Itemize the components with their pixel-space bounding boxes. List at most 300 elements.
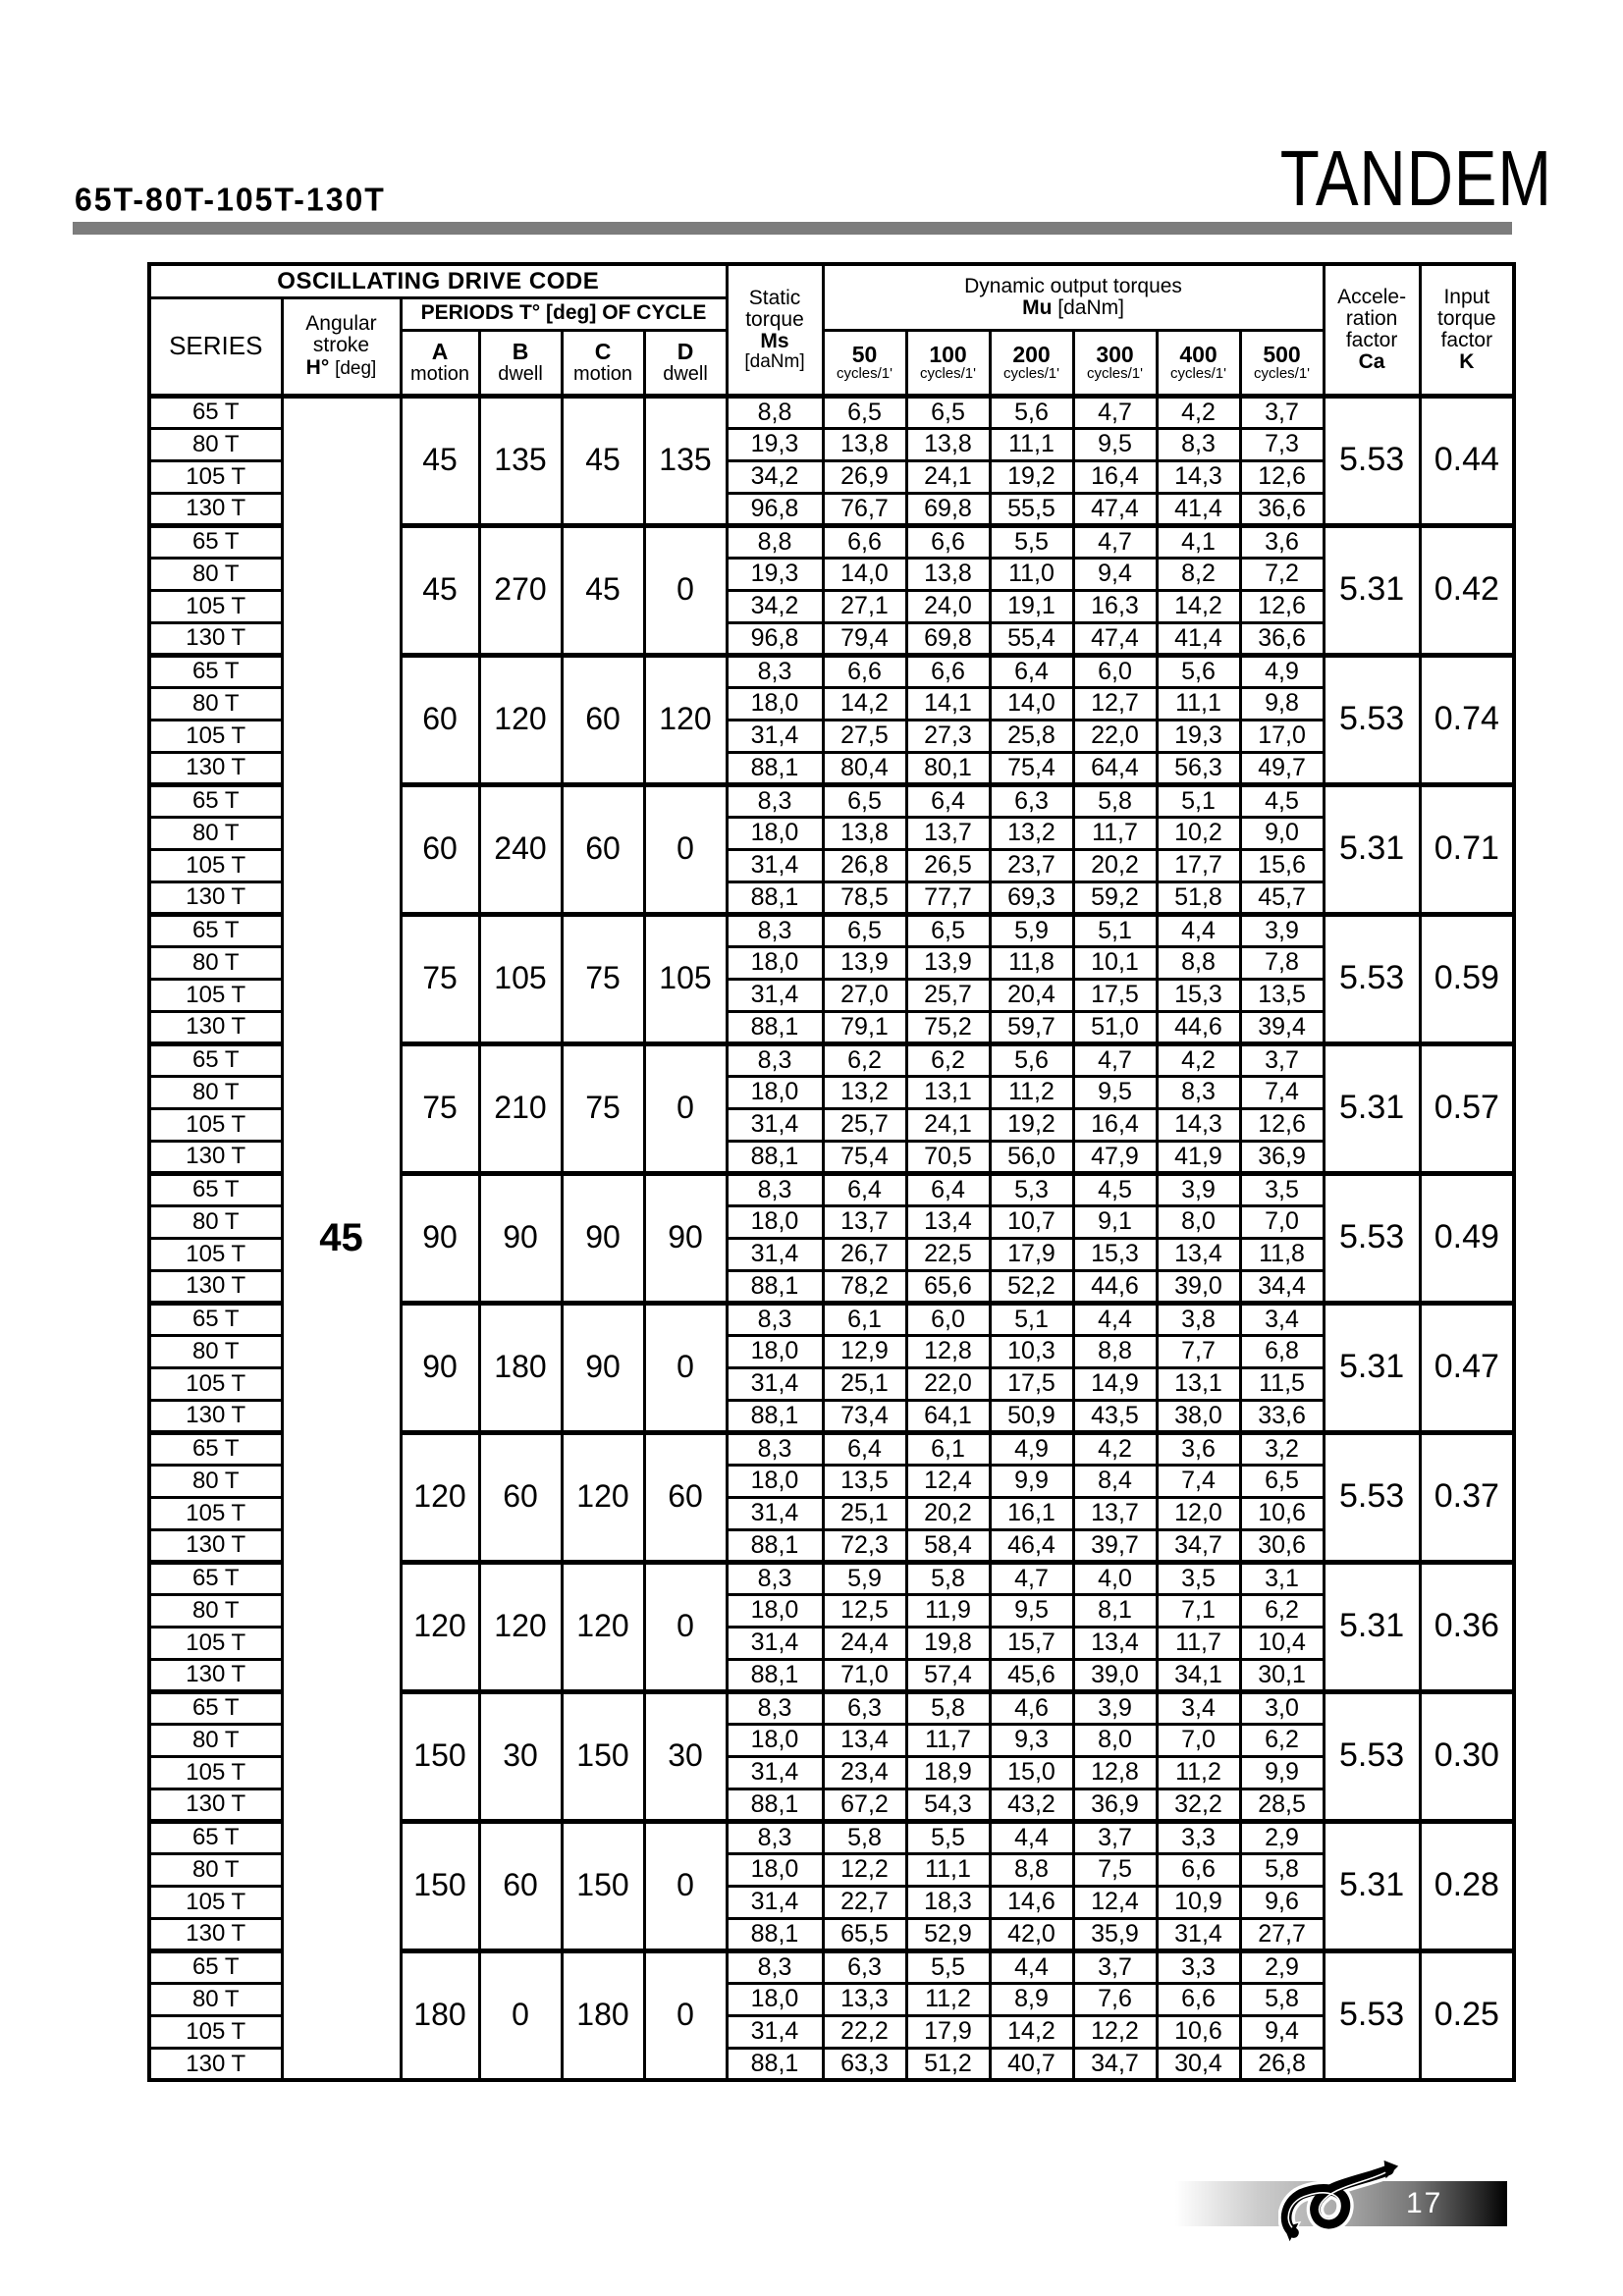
mu-value-500-cycles: 7,0 bbox=[1240, 1205, 1324, 1238]
mu-value-500-cycles: 10,4 bbox=[1240, 1627, 1324, 1659]
mu-value-300-cycles: 8,0 bbox=[1073, 1724, 1157, 1756]
mu-value-400-cycles: 13,4 bbox=[1157, 1238, 1240, 1270]
mu-value-100-cycles: 24,0 bbox=[906, 590, 990, 622]
period-d-value: 0 bbox=[644, 784, 727, 914]
mu-value-200-cycles: 59,7 bbox=[990, 1011, 1073, 1043]
mu-value-300-cycles: 12,8 bbox=[1073, 1756, 1157, 1789]
static-torque-ms-value: 88,1 bbox=[727, 1659, 823, 1691]
mu-value-200-cycles: 19,2 bbox=[990, 1108, 1073, 1141]
mu-value-400-cycles: 7,0 bbox=[1157, 1724, 1240, 1756]
mu-value-50-cycles: 6,4 bbox=[823, 1173, 906, 1205]
mu-value-300-cycles: 4,7 bbox=[1073, 396, 1157, 428]
period-d-value: 135 bbox=[644, 396, 727, 525]
mu-value-200-cycles: 6,3 bbox=[990, 784, 1073, 817]
static-torque-ms-value: 18,0 bbox=[727, 1594, 823, 1627]
header-cycles-100: 100 cycles/1' bbox=[906, 330, 990, 396]
period-d-value: 0 bbox=[644, 1043, 727, 1173]
mu-value-300-cycles: 12,2 bbox=[1073, 2015, 1157, 2048]
acceleration-factor-ca-value: 5.53 bbox=[1324, 1691, 1420, 1821]
mu-value-100-cycles: 77,7 bbox=[906, 881, 990, 914]
mu-value-500-cycles: 30,1 bbox=[1240, 1659, 1324, 1691]
mu-value-200-cycles: 17,9 bbox=[990, 1238, 1073, 1270]
mu-value-100-cycles: 17,9 bbox=[906, 2015, 990, 2048]
mu-value-50-cycles: 26,9 bbox=[823, 460, 906, 493]
mu-value-300-cycles: 8,8 bbox=[1073, 1335, 1157, 1367]
mu-value-200-cycles: 17,5 bbox=[990, 1367, 1073, 1400]
mu-value-300-cycles: 16,4 bbox=[1073, 1108, 1157, 1141]
mu-value-200-cycles: 40,7 bbox=[990, 2048, 1073, 2080]
static-torque-ms-value: 8,3 bbox=[727, 1950, 823, 1983]
mu-value-400-cycles: 6,6 bbox=[1157, 1983, 1240, 2015]
period-d-value: 0 bbox=[644, 1821, 727, 1950]
mu-value-100-cycles: 6,4 bbox=[906, 1173, 990, 1205]
header-cycles-200: 200 cycles/1' bbox=[990, 330, 1073, 396]
input-torque-factor-k-value: 0.74 bbox=[1420, 655, 1514, 784]
mu-value-300-cycles: 39,7 bbox=[1073, 1529, 1157, 1562]
static-torque-ms-value: 18,0 bbox=[727, 1205, 823, 1238]
static-torque-ms-value: 18,0 bbox=[727, 687, 823, 720]
mu-value-300-cycles: 12,4 bbox=[1073, 1886, 1157, 1918]
mu-value-400-cycles: 11,7 bbox=[1157, 1627, 1240, 1659]
series-cell: 65 T bbox=[149, 1303, 282, 1335]
period-b-value: 30 bbox=[479, 1691, 562, 1821]
period-c-value: 45 bbox=[562, 525, 644, 655]
mu-value-400-cycles: 3,6 bbox=[1157, 1432, 1240, 1465]
mu-value-50-cycles: 12,9 bbox=[823, 1335, 906, 1367]
mu-value-200-cycles: 11,8 bbox=[990, 946, 1073, 979]
static-torque-ms-value: 88,1 bbox=[727, 1789, 823, 1821]
mu-value-50-cycles: 76,7 bbox=[823, 493, 906, 525]
mu-value-200-cycles: 50,9 bbox=[990, 1400, 1073, 1432]
static-torque-ms-value: 18,0 bbox=[727, 817, 823, 849]
series-cell: 105 T bbox=[149, 1756, 282, 1789]
series-cell: 65 T bbox=[149, 784, 282, 817]
static-torque-ms-value: 34,2 bbox=[727, 460, 823, 493]
acceleration-factor-ca-value: 5.31 bbox=[1324, 784, 1420, 914]
acceleration-factor-ca-value: 5.53 bbox=[1324, 914, 1420, 1043]
series-cell: 65 T bbox=[149, 525, 282, 558]
series-cell: 130 T bbox=[149, 1789, 282, 1821]
mu-value-100-cycles: 69,8 bbox=[906, 493, 990, 525]
mu-value-400-cycles: 10,6 bbox=[1157, 2015, 1240, 2048]
page-number: 17 bbox=[1406, 2187, 1443, 2219]
mu-value-50-cycles: 13,2 bbox=[823, 1076, 906, 1108]
period-d-value: 90 bbox=[644, 1173, 727, 1303]
brand-wordmark: TANDEM bbox=[1279, 134, 1552, 222]
mu-value-50-cycles: 6,5 bbox=[823, 914, 906, 946]
mu-value-500-cycles: 39,4 bbox=[1240, 1011, 1324, 1043]
mu-value-200-cycles: 5,1 bbox=[990, 1303, 1073, 1335]
series-cell: 80 T bbox=[149, 1594, 282, 1627]
period-a-value: 90 bbox=[401, 1303, 479, 1432]
period-b-value: 135 bbox=[479, 396, 562, 525]
mu-value-400-cycles: 3,4 bbox=[1157, 1691, 1240, 1724]
series-cell: 65 T bbox=[149, 1562, 282, 1594]
mu-value-500-cycles: 12,6 bbox=[1240, 590, 1324, 622]
mu-value-500-cycles: 36,6 bbox=[1240, 622, 1324, 655]
mu-value-100-cycles: 57,4 bbox=[906, 1659, 990, 1691]
period-b-value: 0 bbox=[479, 1950, 562, 2080]
static-torque-ms-value: 96,8 bbox=[727, 622, 823, 655]
mu-value-400-cycles: 7,7 bbox=[1157, 1335, 1240, 1367]
series-cell: 65 T bbox=[149, 1950, 282, 1983]
static-torque-ms-value: 8,3 bbox=[727, 1821, 823, 1853]
static-torque-ms-value: 31,4 bbox=[727, 1497, 823, 1529]
table-body bbox=[149, 396, 1514, 2080]
period-a-value: 75 bbox=[401, 914, 479, 1043]
mu-value-200-cycles: 4,9 bbox=[990, 1432, 1073, 1465]
static-torque-ms-value: 8,8 bbox=[727, 396, 823, 428]
mu-value-300-cycles: 9,5 bbox=[1073, 1076, 1157, 1108]
mu-value-300-cycles: 51,0 bbox=[1073, 1011, 1157, 1043]
mu-value-300-cycles: 4,7 bbox=[1073, 1043, 1157, 1076]
mu-value-200-cycles: 56,0 bbox=[990, 1141, 1073, 1173]
period-a-value: 120 bbox=[401, 1432, 479, 1562]
period-b-value: 240 bbox=[479, 784, 562, 914]
series-cell: 130 T bbox=[149, 881, 282, 914]
mu-value-100-cycles: 6,4 bbox=[906, 784, 990, 817]
header-periods-of-cycle: PERIODS T° [deg] OF CYCLE bbox=[401, 297, 727, 330]
acceleration-factor-ca-value: 5.31 bbox=[1324, 525, 1420, 655]
mu-value-200-cycles: 14,6 bbox=[990, 1886, 1073, 1918]
mu-value-300-cycles: 36,9 bbox=[1073, 1789, 1157, 1821]
series-cell: 80 T bbox=[149, 687, 282, 720]
mu-value-400-cycles: 44,6 bbox=[1157, 1011, 1240, 1043]
header-cycles-400: 400 cycles/1' bbox=[1157, 330, 1240, 396]
mu-value-100-cycles: 27,3 bbox=[906, 720, 990, 752]
mu-value-200-cycles: 55,4 bbox=[990, 622, 1073, 655]
mu-value-400-cycles: 56,3 bbox=[1157, 752, 1240, 784]
mu-value-50-cycles: 13,3 bbox=[823, 1983, 906, 2015]
static-torque-ms-value: 88,1 bbox=[727, 752, 823, 784]
acceleration-factor-ca-value: 5.53 bbox=[1324, 1950, 1420, 2080]
mu-value-500-cycles: 6,2 bbox=[1240, 1594, 1324, 1627]
mu-value-300-cycles: 16,3 bbox=[1073, 590, 1157, 622]
mu-value-50-cycles: 13,5 bbox=[823, 1465, 906, 1497]
mu-value-300-cycles: 8,4 bbox=[1073, 1465, 1157, 1497]
title-divider bbox=[73, 222, 1512, 235]
period-c-value: 45 bbox=[562, 396, 644, 525]
static-torque-ms-value: 8,3 bbox=[727, 655, 823, 687]
mu-value-100-cycles: 5,5 bbox=[906, 1950, 990, 1983]
mu-value-200-cycles: 5,6 bbox=[990, 1043, 1073, 1076]
mu-value-50-cycles: 6,6 bbox=[823, 525, 906, 558]
input-torque-factor-k-value: 0.28 bbox=[1420, 1821, 1514, 1950]
static-torque-ms-value: 96,8 bbox=[727, 493, 823, 525]
mu-value-400-cycles: 32,2 bbox=[1157, 1789, 1240, 1821]
series-cell: 130 T bbox=[149, 752, 282, 784]
mu-value-50-cycles: 6,5 bbox=[823, 396, 906, 428]
mu-value-500-cycles: 11,5 bbox=[1240, 1367, 1324, 1400]
mu-value-50-cycles: 25,1 bbox=[823, 1367, 906, 1400]
input-torque-factor-k-value: 0.44 bbox=[1420, 396, 1514, 525]
mu-value-500-cycles: 9,8 bbox=[1240, 687, 1324, 720]
mu-value-200-cycles: 15,0 bbox=[990, 1756, 1073, 1789]
mu-value-50-cycles: 13,8 bbox=[823, 428, 906, 460]
mu-value-300-cycles: 5,8 bbox=[1073, 784, 1157, 817]
mu-value-300-cycles: 14,9 bbox=[1073, 1367, 1157, 1400]
series-cell: 130 T bbox=[149, 1011, 282, 1043]
series-cell: 65 T bbox=[149, 1043, 282, 1076]
mu-value-300-cycles: 47,4 bbox=[1073, 622, 1157, 655]
mu-value-200-cycles: 5,5 bbox=[990, 525, 1073, 558]
mu-value-50-cycles: 71,0 bbox=[823, 1659, 906, 1691]
static-torque-ms-value: 31,4 bbox=[727, 1238, 823, 1270]
mu-value-100-cycles: 75,2 bbox=[906, 1011, 990, 1043]
mu-value-400-cycles: 3,9 bbox=[1157, 1173, 1240, 1205]
mu-value-200-cycles: 4,4 bbox=[990, 1950, 1073, 1983]
acceleration-factor-ca-value: 5.31 bbox=[1324, 1043, 1420, 1173]
series-cell: 130 T bbox=[149, 1918, 282, 1950]
mu-value-400-cycles: 3,5 bbox=[1157, 1562, 1240, 1594]
period-d-value: 0 bbox=[644, 525, 727, 655]
angular-stroke-value: 45 bbox=[282, 396, 401, 2080]
mu-value-50-cycles: 65,5 bbox=[823, 1918, 906, 1950]
series-cell: 105 T bbox=[149, 720, 282, 752]
mu-value-300-cycles: 13,7 bbox=[1073, 1497, 1157, 1529]
period-d-value: 105 bbox=[644, 914, 727, 1043]
mu-value-400-cycles: 8,3 bbox=[1157, 1076, 1240, 1108]
mu-value-300-cycles: 5,1 bbox=[1073, 914, 1157, 946]
mu-value-200-cycles: 11,1 bbox=[990, 428, 1073, 460]
mu-value-300-cycles: 4,5 bbox=[1073, 1173, 1157, 1205]
mu-value-500-cycles: 12,6 bbox=[1240, 1108, 1324, 1141]
torque-table bbox=[147, 262, 1516, 2082]
mu-value-500-cycles: 13,5 bbox=[1240, 979, 1324, 1011]
mu-value-400-cycles: 3,8 bbox=[1157, 1303, 1240, 1335]
mu-value-400-cycles: 12,0 bbox=[1157, 1497, 1240, 1529]
mu-value-50-cycles: 13,7 bbox=[823, 1205, 906, 1238]
mu-value-400-cycles: 10,9 bbox=[1157, 1886, 1240, 1918]
period-b-value: 60 bbox=[479, 1821, 562, 1950]
mu-value-300-cycles: 34,7 bbox=[1073, 2048, 1157, 2080]
mu-value-100-cycles: 52,9 bbox=[906, 1918, 990, 1950]
static-torque-ms-value: 88,1 bbox=[727, 1011, 823, 1043]
period-d-value: 0 bbox=[644, 1303, 727, 1432]
mu-value-400-cycles: 41,4 bbox=[1157, 622, 1240, 655]
mu-value-500-cycles: 3,6 bbox=[1240, 525, 1324, 558]
series-cell: 130 T bbox=[149, 493, 282, 525]
mu-value-50-cycles: 6,5 bbox=[823, 784, 906, 817]
series-cell: 80 T bbox=[149, 1205, 282, 1238]
mu-value-400-cycles: 19,3 bbox=[1157, 720, 1240, 752]
mu-value-300-cycles: 20,2 bbox=[1073, 849, 1157, 881]
mu-value-500-cycles: 6,2 bbox=[1240, 1724, 1324, 1756]
mu-value-50-cycles: 63,3 bbox=[823, 2048, 906, 2080]
static-torque-ms-value: 88,1 bbox=[727, 1400, 823, 1432]
static-torque-ms-value: 8,3 bbox=[727, 1562, 823, 1594]
mu-value-50-cycles: 73,4 bbox=[823, 1400, 906, 1432]
series-cell: 65 T bbox=[149, 1173, 282, 1205]
mu-value-200-cycles: 8,8 bbox=[990, 1853, 1073, 1886]
input-torque-factor-k-value: 0.30 bbox=[1420, 1691, 1514, 1821]
mu-value-100-cycles: 70,5 bbox=[906, 1141, 990, 1173]
mu-value-100-cycles: 22,0 bbox=[906, 1367, 990, 1400]
series-cell: 105 T bbox=[149, 849, 282, 881]
mu-value-50-cycles: 27,5 bbox=[823, 720, 906, 752]
mu-value-100-cycles: 18,3 bbox=[906, 1886, 990, 1918]
mu-value-50-cycles: 13,8 bbox=[823, 817, 906, 849]
mu-value-200-cycles: 75,4 bbox=[990, 752, 1073, 784]
period-d-value: 0 bbox=[644, 1950, 727, 2080]
mu-value-50-cycles: 6,3 bbox=[823, 1950, 906, 1983]
mu-value-100-cycles: 5,5 bbox=[906, 1821, 990, 1853]
mu-value-200-cycles: 46,4 bbox=[990, 1529, 1073, 1562]
static-torque-ms-value: 8,3 bbox=[727, 784, 823, 817]
period-a-value: 90 bbox=[401, 1173, 479, 1303]
series-cell: 80 T bbox=[149, 817, 282, 849]
mu-value-500-cycles: 27,7 bbox=[1240, 1918, 1324, 1950]
static-torque-ms-value: 88,1 bbox=[727, 1529, 823, 1562]
mu-value-500-cycles: 4,9 bbox=[1240, 655, 1324, 687]
mu-value-300-cycles: 3,7 bbox=[1073, 1821, 1157, 1853]
mu-value-400-cycles: 15,3 bbox=[1157, 979, 1240, 1011]
mu-value-500-cycles: 12,6 bbox=[1240, 460, 1324, 493]
mu-value-400-cycles: 5,1 bbox=[1157, 784, 1240, 817]
mu-value-100-cycles: 6,1 bbox=[906, 1432, 990, 1465]
mu-value-400-cycles: 10,2 bbox=[1157, 817, 1240, 849]
mu-value-50-cycles: 22,2 bbox=[823, 2015, 906, 2048]
mu-value-500-cycles: 30,6 bbox=[1240, 1529, 1324, 1562]
mu-value-100-cycles: 11,2 bbox=[906, 1983, 990, 2015]
series-cell: 65 T bbox=[149, 1691, 282, 1724]
mu-value-100-cycles: 6,5 bbox=[906, 914, 990, 946]
mu-value-50-cycles: 13,4 bbox=[823, 1724, 906, 1756]
mu-value-200-cycles: 5,3 bbox=[990, 1173, 1073, 1205]
series-cell: 80 T bbox=[149, 1853, 282, 1886]
period-c-value: 90 bbox=[562, 1173, 644, 1303]
mu-value-300-cycles: 13,4 bbox=[1073, 1627, 1157, 1659]
mu-value-300-cycles: 9,1 bbox=[1073, 1205, 1157, 1238]
mu-value-50-cycles: 14,2 bbox=[823, 687, 906, 720]
mu-value-50-cycles: 5,9 bbox=[823, 1562, 906, 1594]
acceleration-factor-ca-value: 5.31 bbox=[1324, 1303, 1420, 1432]
acceleration-factor-ca-value: 5.53 bbox=[1324, 396, 1420, 525]
mu-value-400-cycles: 11,1 bbox=[1157, 687, 1240, 720]
period-d-value: 0 bbox=[644, 1562, 727, 1691]
mu-value-500-cycles: 11,8 bbox=[1240, 1238, 1324, 1270]
mu-value-50-cycles: 13,9 bbox=[823, 946, 906, 979]
mu-value-200-cycles: 42,0 bbox=[990, 1918, 1073, 1950]
mu-value-100-cycles: 13,8 bbox=[906, 558, 990, 590]
mu-value-200-cycles: 19,1 bbox=[990, 590, 1073, 622]
input-torque-factor-k-value: 0.49 bbox=[1420, 1173, 1514, 1303]
mu-value-200-cycles: 4,6 bbox=[990, 1691, 1073, 1724]
static-torque-ms-value: 31,4 bbox=[727, 2015, 823, 2048]
mu-value-50-cycles: 79,4 bbox=[823, 622, 906, 655]
period-c-value: 120 bbox=[562, 1562, 644, 1691]
static-torque-ms-value: 8,3 bbox=[727, 1173, 823, 1205]
header-cycles-300: 300 cycles/1' bbox=[1073, 330, 1157, 396]
mu-value-500-cycles: 28,5 bbox=[1240, 1789, 1324, 1821]
series-cell: 105 T bbox=[149, 1497, 282, 1529]
mu-value-50-cycles: 72,3 bbox=[823, 1529, 906, 1562]
static-torque-ms-value: 88,1 bbox=[727, 1270, 823, 1303]
series-cell: 80 T bbox=[149, 1983, 282, 2015]
mu-value-100-cycles: 54,3 bbox=[906, 1789, 990, 1821]
static-torque-ms-value: 31,4 bbox=[727, 1108, 823, 1141]
mu-value-400-cycles: 41,9 bbox=[1157, 1141, 1240, 1173]
series-cell: 130 T bbox=[149, 2048, 282, 2080]
mu-value-500-cycles: 4,5 bbox=[1240, 784, 1324, 817]
mu-value-400-cycles: 14,3 bbox=[1157, 1108, 1240, 1141]
input-torque-factor-k-value: 0.71 bbox=[1420, 784, 1514, 914]
mu-value-500-cycles: 9,6 bbox=[1240, 1886, 1324, 1918]
mu-value-100-cycles: 80,1 bbox=[906, 752, 990, 784]
static-torque-ms-value: 31,4 bbox=[727, 1627, 823, 1659]
mu-value-100-cycles: 6,6 bbox=[906, 655, 990, 687]
mu-value-200-cycles: 19,2 bbox=[990, 460, 1073, 493]
series-cell: 80 T bbox=[149, 946, 282, 979]
mu-value-50-cycles: 27,0 bbox=[823, 979, 906, 1011]
mu-value-300-cycles: 7,5 bbox=[1073, 1853, 1157, 1886]
mu-value-200-cycles: 55,5 bbox=[990, 493, 1073, 525]
mu-value-500-cycles: 26,8 bbox=[1240, 2048, 1324, 2080]
static-torque-ms-value: 8,3 bbox=[727, 1432, 823, 1465]
mu-value-500-cycles: 3,0 bbox=[1240, 1691, 1324, 1724]
mu-value-200-cycles: 69,3 bbox=[990, 881, 1073, 914]
period-c-value: 60 bbox=[562, 784, 644, 914]
mu-value-300-cycles: 4,4 bbox=[1073, 1303, 1157, 1335]
mu-value-200-cycles: 43,2 bbox=[990, 1789, 1073, 1821]
mu-value-400-cycles: 6,6 bbox=[1157, 1853, 1240, 1886]
mu-value-50-cycles: 24,4 bbox=[823, 1627, 906, 1659]
series-cell: 80 T bbox=[149, 558, 282, 590]
static-torque-ms-value: 34,2 bbox=[727, 590, 823, 622]
mu-value-200-cycles: 10,7 bbox=[990, 1205, 1073, 1238]
mu-value-400-cycles: 4,2 bbox=[1157, 1043, 1240, 1076]
mu-value-400-cycles: 38,0 bbox=[1157, 1400, 1240, 1432]
mu-value-300-cycles: 15,3 bbox=[1073, 1238, 1157, 1270]
mu-value-100-cycles: 65,6 bbox=[906, 1270, 990, 1303]
series-cell: 80 T bbox=[149, 1335, 282, 1367]
series-cell: 105 T bbox=[149, 1367, 282, 1400]
series-cell: 105 T bbox=[149, 1108, 282, 1141]
period-a-value: 180 bbox=[401, 1950, 479, 2080]
mu-value-200-cycles: 52,2 bbox=[990, 1270, 1073, 1303]
mu-value-50-cycles: 6,6 bbox=[823, 655, 906, 687]
mu-value-500-cycles: 45,7 bbox=[1240, 881, 1324, 914]
mu-value-500-cycles: 7,8 bbox=[1240, 946, 1324, 979]
period-a-value: 45 bbox=[401, 396, 479, 525]
mu-value-500-cycles: 3,5 bbox=[1240, 1173, 1324, 1205]
mu-value-300-cycles: 39,0 bbox=[1073, 1659, 1157, 1691]
mu-value-200-cycles: 45,6 bbox=[990, 1659, 1073, 1691]
mu-value-50-cycles: 6,1 bbox=[823, 1303, 906, 1335]
series-cell: 80 T bbox=[149, 1724, 282, 1756]
mu-value-50-cycles: 78,2 bbox=[823, 1270, 906, 1303]
mu-value-100-cycles: 5,8 bbox=[906, 1562, 990, 1594]
acceleration-factor-ca-value: 5.31 bbox=[1324, 1821, 1420, 1950]
mu-value-200-cycles: 4,4 bbox=[990, 1821, 1073, 1853]
mu-value-400-cycles: 17,7 bbox=[1157, 849, 1240, 881]
header-input-torque-factor: Input torque factor K bbox=[1420, 264, 1514, 396]
static-torque-ms-value: 8,8 bbox=[727, 525, 823, 558]
mu-value-100-cycles: 13,8 bbox=[906, 428, 990, 460]
period-c-value: 150 bbox=[562, 1691, 644, 1821]
mu-value-100-cycles: 6,5 bbox=[906, 396, 990, 428]
period-b-value: 270 bbox=[479, 525, 562, 655]
input-torque-factor-k-value: 0.47 bbox=[1420, 1303, 1514, 1432]
mu-value-500-cycles: 6,5 bbox=[1240, 1465, 1324, 1497]
mu-value-300-cycles: 10,1 bbox=[1073, 946, 1157, 979]
static-torque-ms-value: 18,0 bbox=[727, 946, 823, 979]
mu-value-400-cycles: 34,7 bbox=[1157, 1529, 1240, 1562]
series-cell: 80 T bbox=[149, 428, 282, 460]
static-torque-ms-value: 18,0 bbox=[727, 1076, 823, 1108]
header-period-c: C motion bbox=[562, 330, 644, 396]
acceleration-factor-ca-value: 5.53 bbox=[1324, 1432, 1420, 1562]
